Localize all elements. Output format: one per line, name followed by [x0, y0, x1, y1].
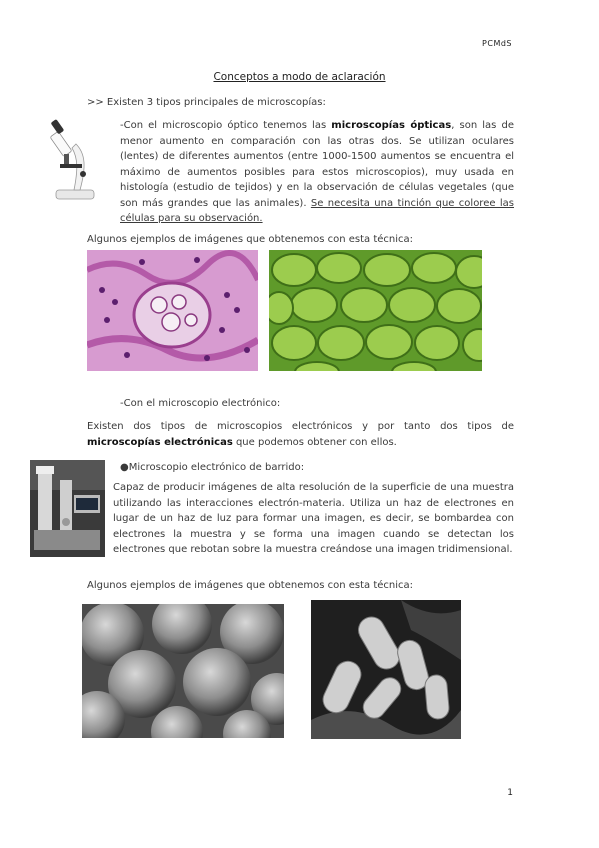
optical-underlined-note: Se necesita una tinción que coloree las células para su observación.: [120, 197, 514, 224]
plant-cells-image: [269, 250, 482, 371]
sem-cells-image: [82, 604, 284, 738]
electron-intro-post: que podemos obtener con ellos.: [232, 436, 397, 448]
page-title: Conceptos a modo de aclaración: [213, 71, 386, 83]
histology-stain-image: [87, 250, 258, 371]
electron-bold-term: microscopías electrónicas: [87, 436, 233, 448]
optical-text-pre: -Con el microscopio óptico tenemos las: [120, 120, 332, 131]
electron-heading: -Con el microscopio electrónico:: [120, 398, 281, 409]
intro-line: >> Existen 3 tipos principales de microscopías:: [87, 97, 326, 108]
sem-paragraph: Capaz de producir imágenes de alta resolución de la superficie de una muestra utilizando las interacciones electrón-materia. Utiliza un haz de electrones en lugar de un haz de luz para formar una imagen, es decir, se bombardea con electrones la muestra y se forma una imagen cuando se detectan los electrones que rebotan sobre la muestra creándose una imagen tridimensional.: [113, 482, 514, 555]
sem-bacteria-image: [311, 600, 461, 739]
header-initials: PCMdS: [482, 39, 512, 48]
sem-heading: ●Microscopio electrónico de barrido:: [120, 462, 305, 473]
electron-intro-pre: Existen dos tipos de microscopios electrónicos y por tanto dos tipos de: [87, 421, 514, 432]
page-number: 1: [507, 788, 513, 798]
examples-label-electron: Algunos ejemplos de imágenes que obtenemos con esta técnica:: [87, 580, 414, 591]
optical-paragraph: [120, 118, 514, 227]
optical-bold-term: microscopías ópticas: [331, 120, 452, 131]
examples-label-optical: Algunos ejemplos de imágenes que obtenemos con esta técnica:: [87, 234, 414, 245]
electron-microscope-image: [30, 460, 105, 557]
optical-text-post: , son las de menor aumento en comparación con las otras dos. Se utilizan oculares (lentes) de diferentes aumentos (entre 1000-1500 aumentos se encuentra el máximo de aumentos posibles para estos microscopios), muy usada en histología (estudio de tejidos) y en la observación de células vegetales (que son más grandes que las animales).: [120, 120, 515, 209]
electron-intro-paragraph: [87, 419, 514, 450]
optical-microscope-image: [50, 118, 98, 202]
